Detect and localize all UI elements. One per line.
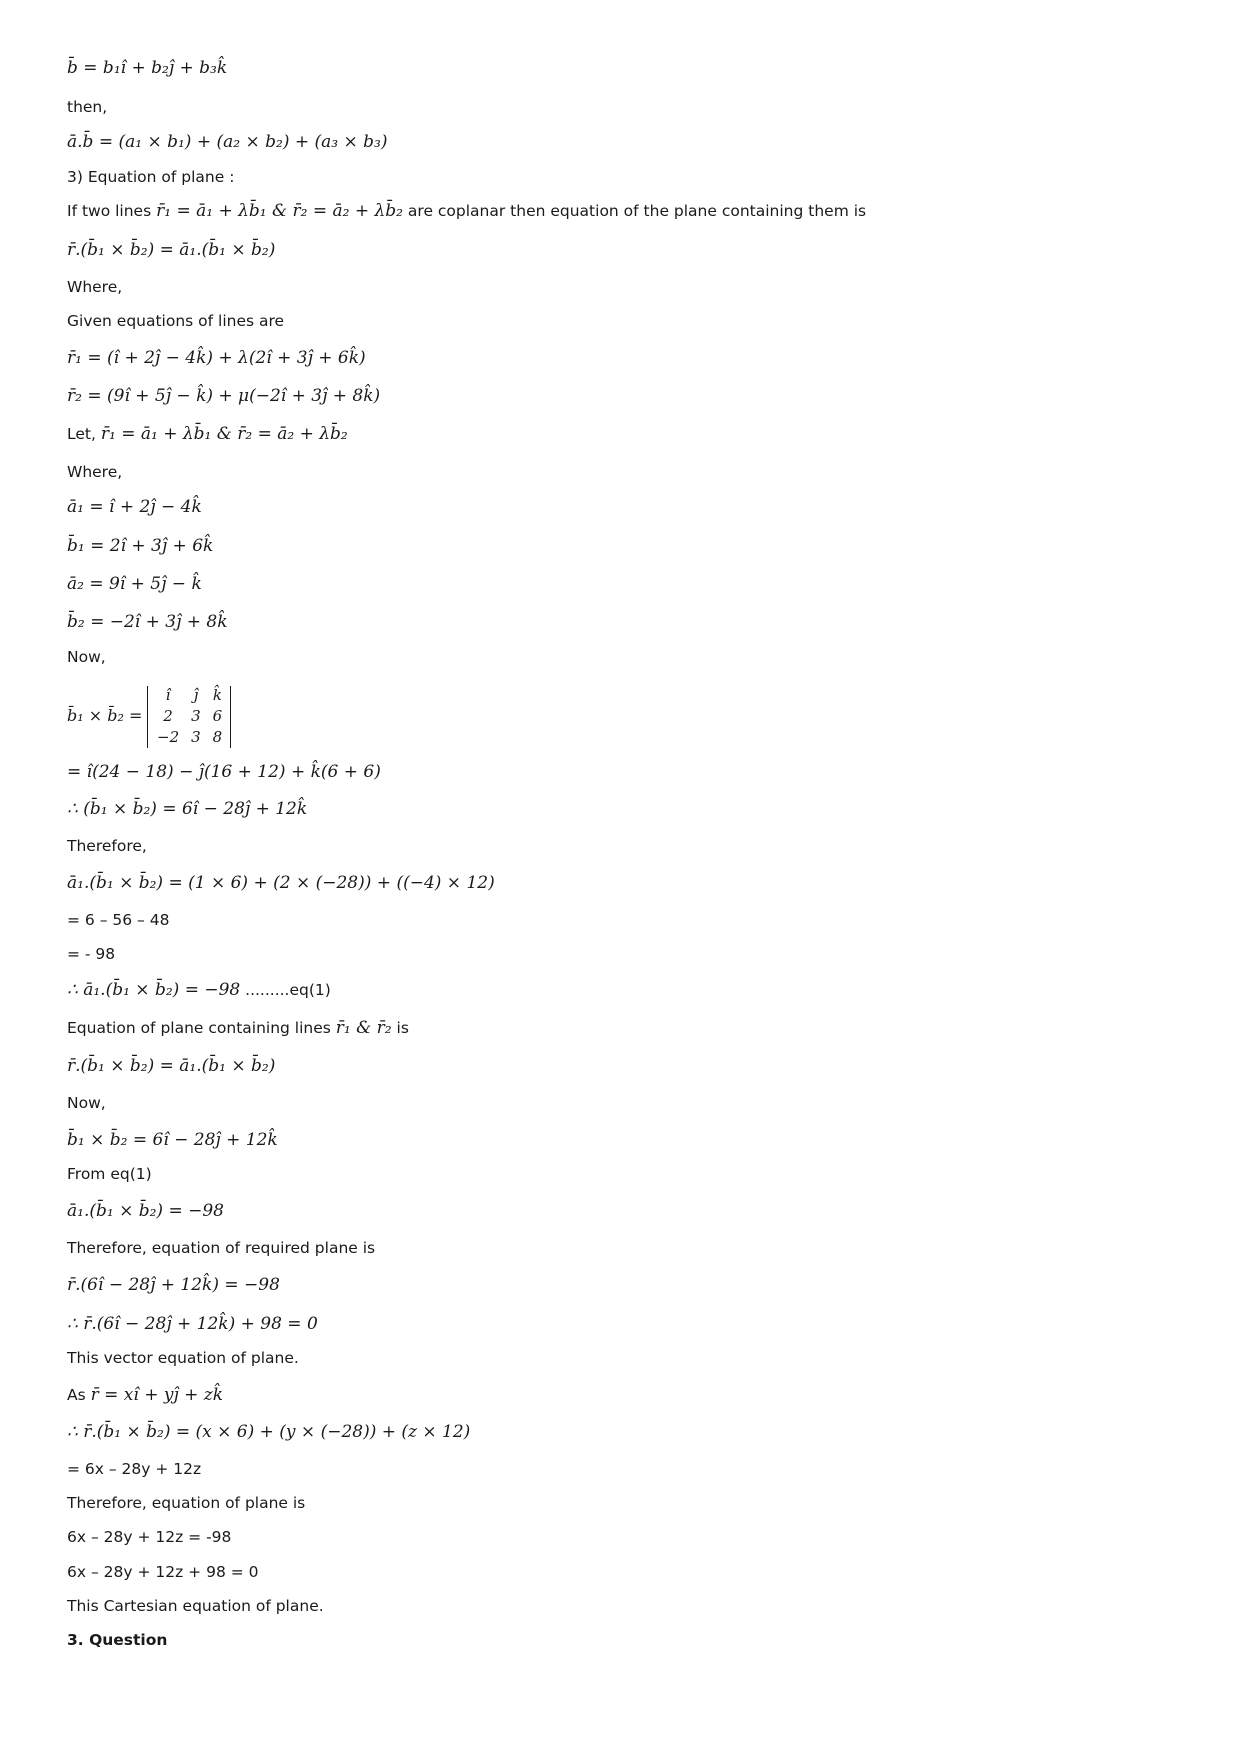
determinant-row <box>151 726 228 747</box>
cart-1: 6x – 28y + 12z = -98 <box>67 1528 232 1546</box>
coplanar-intro-part: r̄₁ = ā₁ + λb̄₁ & r̄₂ = ā₂ + λb̄₂ <box>156 201 403 221</box>
plane-containing-part: Equation of plane containing lines <box>67 1019 336 1037</box>
let-line <box>67 424 348 444</box>
eq1-line <box>67 980 331 1000</box>
determinant-cell: 3 <box>191 706 201 725</box>
determinant-cell: 8 <box>212 727 223 746</box>
expand: = î(24 − 18) − ĵ(16 + 12) + k̂(6 + 6) <box>67 762 381 782</box>
plane-containing <box>67 1018 409 1038</box>
dot-compute: ā₁.(b̄₁ × b̄₂) = (1 × 6) + (2 × (−28)) + ((−4) × 12) <box>67 873 495 893</box>
plane-containing-part: r̄₁ & r̄₂ <box>335 1018 392 1038</box>
dot-restate: ā₁.(b̄₁ × b̄₂) = −98 <box>67 1201 224 1221</box>
vector-eq-note: This vector equation of plane. <box>67 1349 299 1367</box>
b-def: b̄ = b₁î + b₂ĵ + b₃k̂ <box>67 58 228 78</box>
plane-containing-part: is <box>391 1019 409 1037</box>
coplanar-intro <box>67 201 866 221</box>
as-r <box>67 1385 223 1405</box>
determinant-matrix <box>151 684 228 747</box>
determinant-row <box>151 705 228 726</box>
plane-formula-2: r̄.(b̄₁ × b̄₂) = ā₁.(b̄₁ × b̄₂) <box>67 1056 276 1076</box>
plane-formula-1: r̄.(b̄₁ × b̄₂) = ā₁.(b̄₁ × b̄₂) <box>67 240 276 260</box>
dot-def: ā.b̄ = (a₁ × b₁) + (a₂ × b₂) + (a₃ × b₃) <box>67 132 388 152</box>
eq-plane-heading: 3) Equation of plane : <box>67 168 235 186</box>
arith-2: = - 98 <box>67 945 116 963</box>
determinant-cell: 6 <box>212 706 223 725</box>
r-dot: ∴ r̄.(b̄₁ × b̄₂) = (x × 6) + (y × (−28)) + (z × 12) <box>67 1422 471 1442</box>
vec-plane-1: r̄.(6î − 28ĵ + 12k̂) = −98 <box>67 1275 280 1295</box>
where-1: Where, <box>67 278 123 296</box>
vec-plane-2: ∴ r̄.(6î − 28ĵ + 12k̂) + 98 = 0 <box>67 1314 318 1334</box>
then: then, <box>67 98 108 116</box>
b1-def: b̄₁ = 2î + 3ĵ + 6k̂ <box>67 536 214 556</box>
therefore-2: Therefore, equation of required plane is <box>67 1239 376 1257</box>
determinant-cell: 2 <box>163 706 173 725</box>
therefore-1: Therefore, <box>67 837 147 855</box>
determinant-right-bar <box>230 686 231 748</box>
cross-result: ∴ (b̄₁ × b̄₂) = 6î − 28ĵ + 12k̂ <box>67 799 308 819</box>
eq1-line-part: .........eq(1) <box>240 981 331 999</box>
determinant-cell: î <box>165 685 171 704</box>
determinant-cell: ĵ <box>193 685 199 704</box>
arith-1: = 6 – 56 – 48 <box>67 911 170 929</box>
question-3: 3. Question <box>67 1631 168 1649</box>
a2-def: ā₂ = 9î + 5ĵ − k̂ <box>67 574 202 594</box>
cart-2: 6x – 28y + 12z + 98 = 0 <box>67 1563 259 1581</box>
determinant-cell: k̂ <box>212 685 222 704</box>
expr-1: = 6x – 28y + 12z <box>67 1460 202 1478</box>
determinant-left-bar <box>147 686 148 748</box>
line-r1: r̄₁ = (î + 2ĵ − 4k̂) + λ(2î + 3ĵ + 6k̂) <box>67 348 366 368</box>
let-line-part: Let, <box>67 425 101 443</box>
a1-def: ā₁ = î + 2ĵ − 4k̂ <box>67 497 202 517</box>
from-eq1: From eq(1) <box>67 1165 152 1183</box>
determinant-row <box>151 684 228 705</box>
as-r-part: r̄ = xî + yĵ + zk̂ <box>90 1385 224 1405</box>
eq1-line-part: ∴ ā₁.(b̄₁ × b̄₂) = −98 <box>67 980 241 1000</box>
b2-def: b̄₂ = −2î + 3ĵ + 8k̂ <box>67 612 228 632</box>
determinant-cell: 3 <box>191 727 201 746</box>
line-r2: r̄₂ = (9î + 5ĵ − k̂) + μ(−2î + 3ĵ + 8k̂) <box>67 386 381 406</box>
given-lines: Given equations of lines are <box>67 312 285 330</box>
now-1: Now, <box>67 648 106 666</box>
as-r-part: As <box>67 1386 91 1404</box>
coplanar-intro-part: If two lines <box>67 202 157 220</box>
determinant-lhs: b̄₁ × b̄₂ = <box>67 706 143 725</box>
where-2: Where, <box>67 463 123 481</box>
cartesian-note: This Cartesian equation of plane. <box>67 1597 324 1615</box>
therefore-3: Therefore, equation of plane is <box>67 1494 306 1512</box>
coplanar-intro-part: are coplanar then equation of the plane containing them is <box>402 202 867 220</box>
cross-restate: b̄₁ × b̄₂ = 6î − 28ĵ + 12k̂ <box>67 1130 278 1150</box>
now-2: Now, <box>67 1094 106 1112</box>
let-line-part: r̄₁ = ā₁ + λb̄₁ & r̄₂ = ā₂ + λb̄₂ <box>100 424 348 444</box>
determinant-cell: −2 <box>157 727 180 746</box>
